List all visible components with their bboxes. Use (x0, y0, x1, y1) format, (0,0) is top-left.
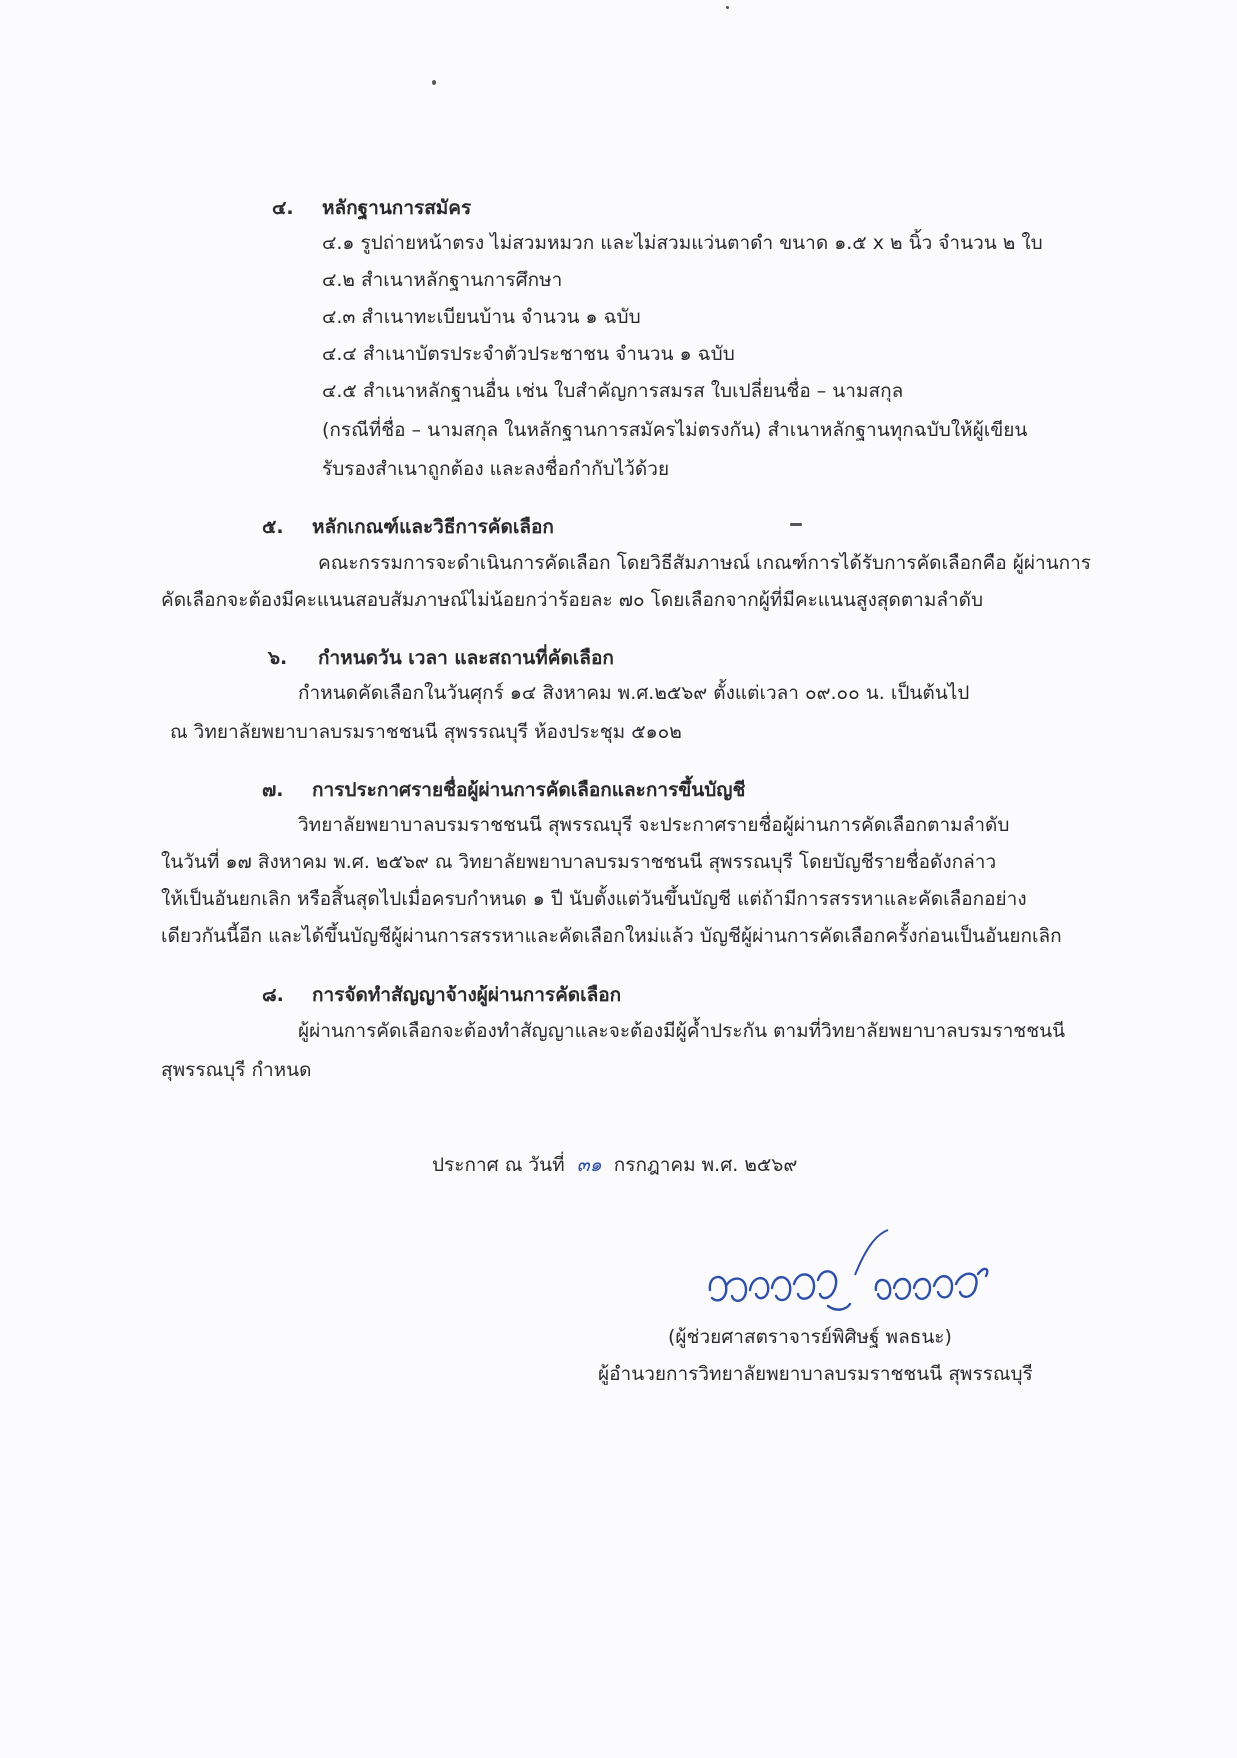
announcement-prefix: ประกาศ ณ วันที่ (432, 1154, 565, 1176)
sec4-continuation: (กรณีที่ชื่อ – นามสกุล ในหลักฐานการสมัครไม่ตรงกัน) สำเนาหลักฐานทุกฉบับให้ผู้เขียน (322, 419, 1028, 441)
signer-position: ผู้อำนวยการวิทยาลัยพยาบาลบรมราชชนนี สุพรรณบุรี (598, 1363, 1033, 1385)
scan-speck (726, 6, 729, 9)
sec5-paragraph-line: คณะกรรมการจะดำเนินการคัดเลือก โดยวิธีสัมภาษณ์ เกณฑ์การได้รับการคัดเลือกคือ ผู้ผ่านการ (318, 552, 1092, 574)
sec8-paragraph-line: ผู้ผ่านการคัดเลือกจะต้องทำสัญญาและจะต้องมีผู้ค้ำประกัน ตามที่วิทยาลัยพยาบาลบรมราชชนนี (298, 1020, 1066, 1042)
sec6-number: ๖. (268, 647, 288, 669)
sec5-paragraph-line: คัดเลือกจะต้องมีคะแนนสอบสัมภาษณ์ไม่น้อยกว่าร้อยละ ๗๐ โดยเลือกจากผู้ที่มีคะแนนสูงสุดตามลำดับ (161, 589, 984, 611)
sec4-item: ๔.๒ สำเนาหลักฐานการศึกษา (322, 269, 563, 291)
sec8-number: ๘. (262, 984, 284, 1006)
announcement-day: ๓๑ (576, 1154, 602, 1176)
sec7-paragraph-line: ในวันที่ ๑๗ สิงหาคม พ.ศ. ๒๕๖๙ ณ วิทยาลัยพยาบาลบรมราชชนนี สุพรรณบุรี โดยบัญชีรายชื่อดังกล่าว (161, 851, 997, 873)
sec5-title: หลักเกณฑ์และวิธีการคัดเลือก (312, 516, 554, 538)
signer-name: (ผู้ช่วยศาสตราจารย์พิศิษฐ์ พลธนะ) (668, 1326, 952, 1348)
handwritten-signature (690, 1220, 1010, 1330)
sec4-title: หลักฐานการสมัคร (322, 197, 472, 219)
sec6-paragraph-line: ณ วิทยาลัยพยาบาลบรมราชชนนี สุพรรณบุรี ห้องประชุม ๕๑๐๒ (170, 721, 682, 743)
sec7-paragraph-line: วิทยาลัยพยาบาลบรมราชชนนี สุพรรณบุรี จะประกาศรายชื่อผู้ผ่านการคัดเลือกตามลำดับ (298, 814, 1010, 836)
sec4-item: ๔.๕ สำเนาหลักฐานอื่น เช่น ใบสำคัญการสมรส ใบเปลี่ยนชื่อ – นามสกุล (322, 380, 904, 402)
sec4-continuation: รับรองสำเนาถูกต้อง และลงชื่อกำกับไว้ด้วย (322, 458, 670, 480)
sec7-paragraph-line: เดียวกันนี้อีก และได้ขึ้นบัญชีผู้ผ่านการสรรหาและคัดเลือกใหม่แล้ว บัญชีผู้ผ่านการคัดเลือกครั้งก่อนเป็นอันยกเลิก (161, 925, 1062, 947)
scan-speck (432, 80, 436, 85)
sec4-number: ๔. (272, 197, 294, 219)
sec4-item: ๔.๑ รูปถ่ายหน้าตรง ไม่สวมหมวก และไม่สวมแว่นตาดำ ขนาด ๑.๕ x ๒ นิ้ว จำนวน ๒ ใบ (322, 232, 1043, 254)
sec6-paragraph-line: กำหนดคัดเลือกในวันศุกร์ ๑๔ สิงหาคม พ.ศ.๒๕๖๙ ตั้งแต่เวลา ๐๙.๐๐ น. เป็นต้นไป (298, 682, 970, 704)
announcement-date (432, 1150, 797, 1180)
sec7-paragraph-line: ให้เป็นอันยกเลิก หรือสิ้นสุดไปเมื่อครบกำหนด ๑ ปี นับตั้งแต่วันขึ้นบัญชี แต่ถ้ามีการสรรหาและคัดเลือกอย่าง (161, 888, 1027, 910)
scan-speck (790, 523, 802, 526)
sec5-number: ๕. (262, 516, 284, 538)
sec4-item: ๔.๓ สำเนาทะเบียนบ้าน จำนวน ๑ ฉบับ (322, 306, 641, 328)
sec8-paragraph-line: สุพรรณบุรี กำหนด (161, 1059, 312, 1081)
sec7-number: ๗. (262, 779, 284, 801)
sec4-item: ๔.๔ สำเนาบัตรประจำตัวประชาชน จำนวน ๑ ฉบับ (322, 343, 735, 365)
sec6-title: กำหนดวัน เวลา และสถานที่คัดเลือก (318, 647, 614, 669)
sec7-title: การประกาศรายชื่อผู้ผ่านการคัดเลือกและการขึ้นบัญชี (312, 779, 746, 801)
sec8-title: การจัดทำสัญญาจ้างผู้ผ่านการคัดเลือก (312, 984, 622, 1006)
announcement-suffix: กรกฎาคม พ.ศ. ๒๕๖๙ (613, 1154, 798, 1176)
